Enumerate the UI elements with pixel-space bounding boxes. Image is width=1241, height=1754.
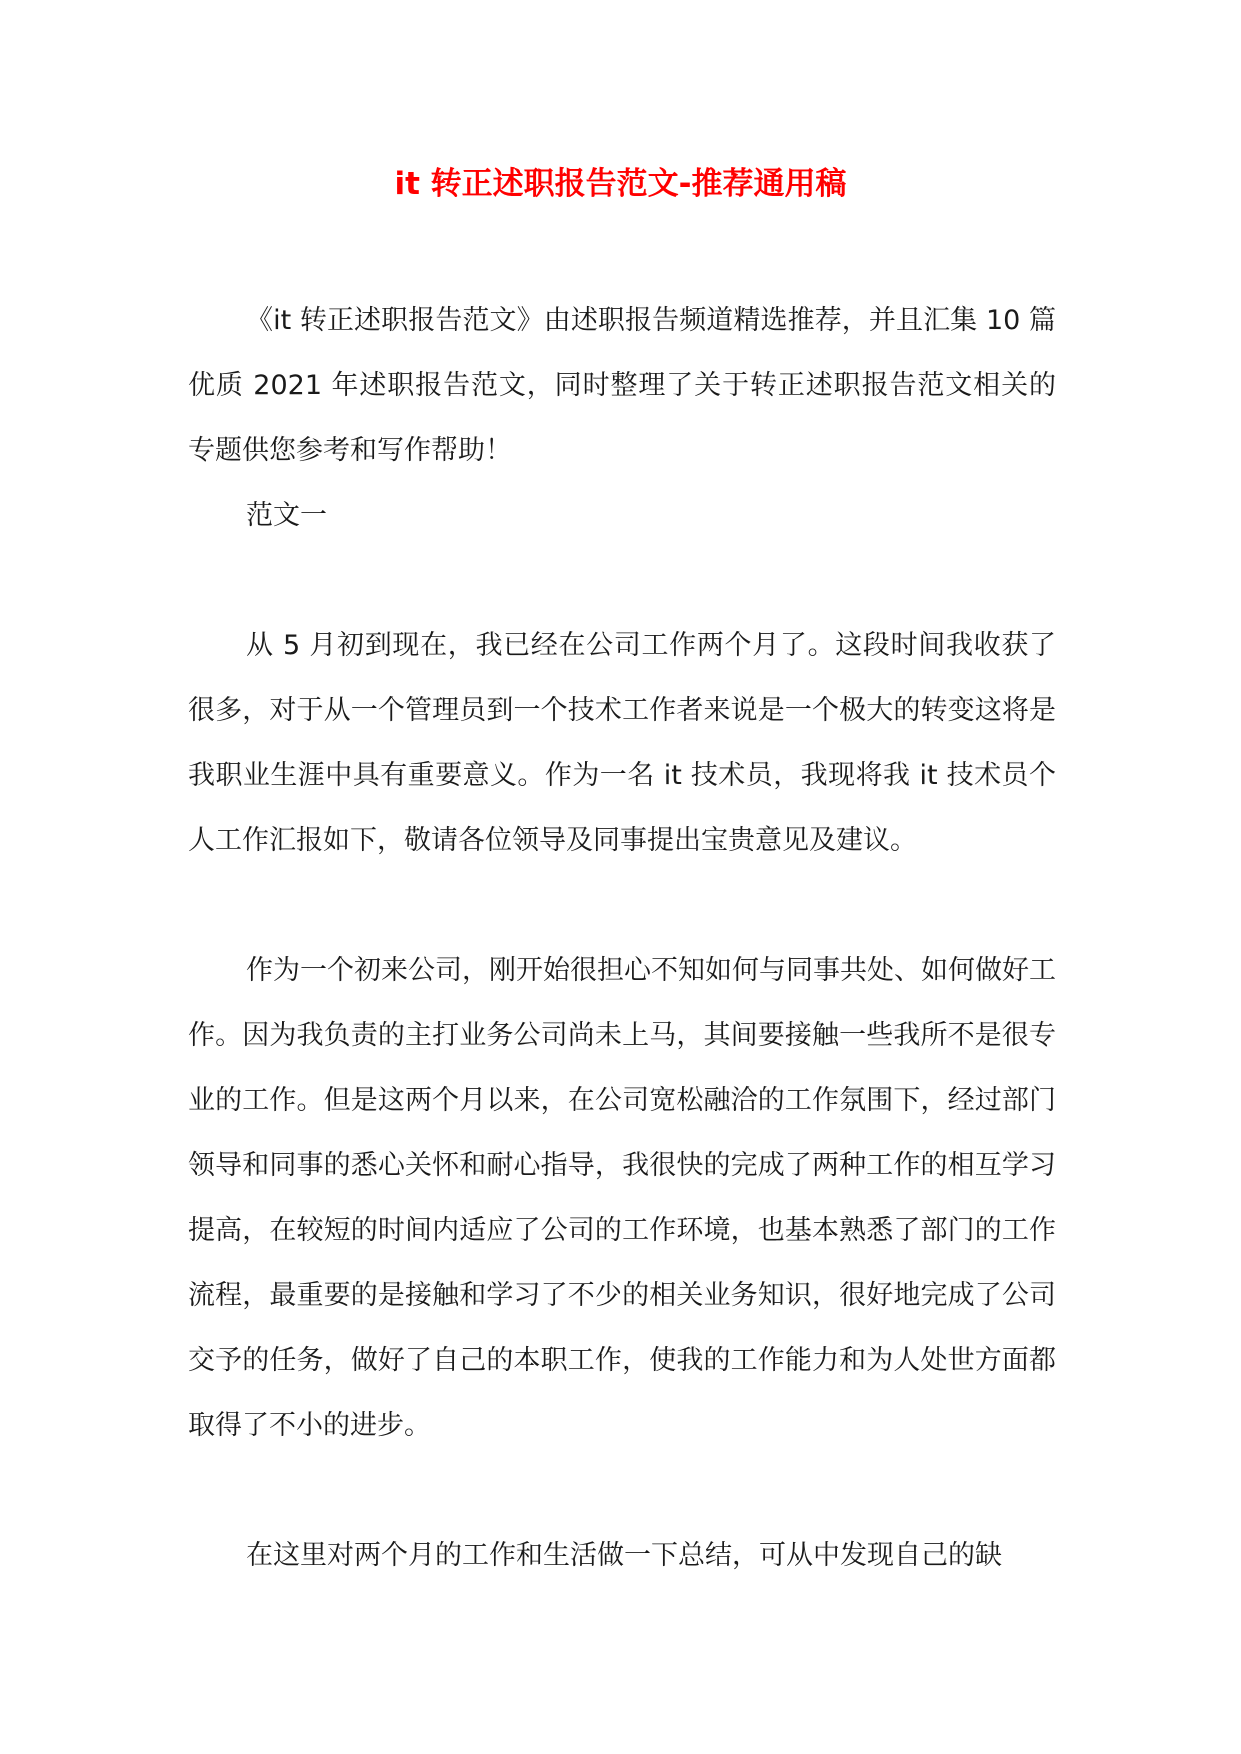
body-paragraph-1: 从 5 月初到现在，我已经在公司工作两个月了。这段时间我收获了很多，对于从一个管理员到一个技术工作者来说是一个极大的转变这将是我职业生涯中具有重要意义。作为一名 it 技术员，我现将我 it 技术员个人工作汇报如下，敬请各位领导及同事提出宝贵意见及建议。: [188, 630, 1056, 856]
document-body: [188, 288, 1056, 1588]
document-title: it 转正述职报告范文-推荐通用稿: [394, 166, 847, 202]
paragraph-gap: [188, 548, 1056, 613]
intro-paragraph: 《it 转正述职报告范文》由述职报告频道精选推荐，并且汇集 10 篇优质 2021 年述职报告范文，同时整理了关于转正述职报告范文相关的专题供您参考和写作帮助！: [188, 305, 1056, 466]
body-paragraph-2: 作为一个初来公司，刚开始很担心不知如何与同事共处、如何做好工作。因为我负责的主打业务公司尚未上马，其间要接触一些我所不是很专业的工作。但是这两个月以来，在公司宽松融洽的工作氛围下，经过部门领导和同事的悉心关怀和耐心指导，我很快的完成了两种工作的相互学习提高，在较短的时间内适应了公司的工作环境，也基本熟悉了部门的工作流程，最重要的是接触和学习了不少的相关业务知识，很好地完成了公司交予的任务，做好了自己的本职工作，使我的工作能力和为人处世方面都取得了不小的进步。: [188, 955, 1056, 1441]
paragraph-gap: [188, 1458, 1056, 1523]
section-heading: 范文一: [246, 500, 327, 531]
body-paragraph-3: 在这里对两个月的工作和生活做一下总结，可从中发现自己的缺: [246, 1540, 1002, 1571]
paragraph-gap: [188, 873, 1056, 938]
